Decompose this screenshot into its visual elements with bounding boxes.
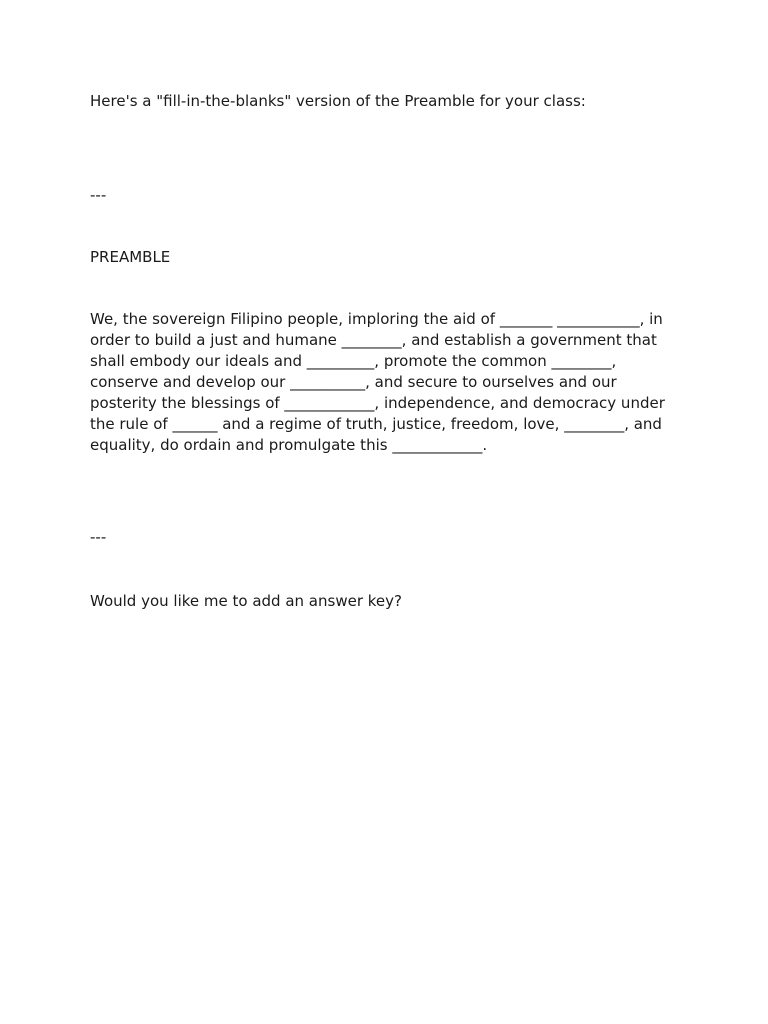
closing-question: Would you like me to add an answer key? [90,592,402,610]
preamble-heading: PREAMBLE [90,248,171,266]
separator-bottom: --- [90,528,107,546]
preamble-body: We, the sovereign Filipino people, imploring the aid of _______ ___________, in order to build a just and humane ________, and establish a government that shall embody our ideals and _________, promote the common ________, conserve and develop our __________, and secure to ourselves and our posterity the blessings of ____________, independence, and democracy under the rule of ______ and a regime of truth, justice, freedom, love, ________, and equality, do ordain and promulgate this ____________. [90,310,665,454]
intro-text: Here's a "fill-in-the-blanks" version of the Preamble for your class: [90,92,586,110]
document-page [90,91,690,612]
separator-top: --- [90,186,107,204]
